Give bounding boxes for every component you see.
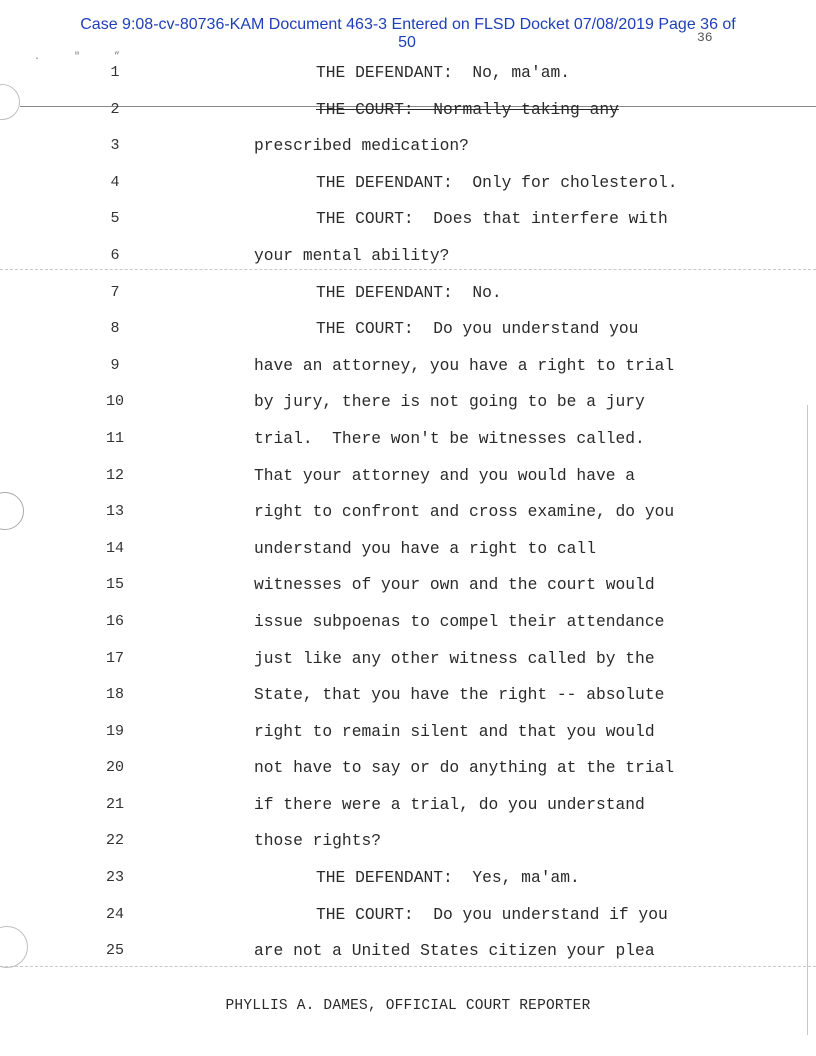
transcript-line — [0, 96, 816, 133]
transcript-line — [0, 681, 816, 718]
court-reporter-footer: PHYLLIS A. DAMES, OFFICIAL COURT REPORTER — [225, 998, 591, 1014]
line-text: those rights? — [254, 831, 382, 851]
line-number: 25 — [105, 942, 124, 960]
line-text: right to remain silent and that you would — [254, 721, 655, 741]
line-text: just like any other witness called by the — [254, 648, 655, 668]
line-text: THE COURT: Do you understand you — [316, 319, 639, 339]
line-number: 8 — [110, 320, 120, 338]
line-text: issue subpoenas to compel their attendance — [254, 611, 665, 631]
line-number: 16 — [105, 612, 124, 630]
transcript-line — [0, 169, 816, 206]
line-text: THE DEFENDANT: No. — [316, 282, 502, 302]
docket-header — [0, 16, 816, 52]
transcript-line — [0, 645, 816, 682]
transcript-line — [0, 315, 816, 352]
line-text: THE COURT: Does that interfere with — [316, 209, 668, 229]
transcript-line — [0, 279, 816, 316]
stray-scan-marks: . ″ ” — [34, 52, 135, 63]
line-number: 18 — [105, 686, 124, 704]
line-text: have an attorney, you have a right to trial — [254, 355, 675, 375]
line-number: 21 — [105, 795, 124, 813]
line-text: your mental ability? — [254, 245, 450, 265]
line-text: THE DEFENDANT: Yes, ma'am. — [316, 868, 580, 888]
line-text: prescribed medication? — [254, 136, 469, 156]
line-number: 24 — [105, 905, 124, 923]
docket-header-line2: 50 — [398, 34, 416, 51]
docket-header-line1: Case 9:08-cv-80736-KAM Document 463-3 Entered on FLSD Docket 07/08/2019 Page 36 of — [80, 16, 736, 33]
transcript-line — [0, 205, 816, 242]
transcript-line — [0, 608, 816, 645]
line-number: 4 — [110, 173, 120, 191]
line-number: 5 — [110, 210, 120, 228]
line-number: 20 — [105, 759, 124, 777]
transcript-line — [0, 425, 816, 462]
line-text: witnesses of your own and the court would — [254, 575, 655, 595]
transcript-line — [0, 864, 816, 901]
line-text: right to confront and cross examine, do you — [254, 502, 675, 522]
transcript-line — [0, 827, 816, 864]
transcript-line — [0, 352, 816, 389]
line-number: 13 — [105, 503, 124, 521]
line-number: 17 — [105, 649, 124, 667]
line-text: are not a United States citizen your plea — [254, 941, 655, 961]
line-number: 10 — [105, 393, 124, 411]
line-number: 23 — [105, 869, 124, 887]
line-text: That your attorney and you would have a — [254, 465, 636, 485]
transcript-line — [0, 718, 816, 755]
line-number: 19 — [105, 722, 124, 740]
line-text: by jury, there is not going to be a jury — [254, 392, 645, 412]
transcript-line — [0, 59, 816, 96]
transcript-line — [0, 571, 816, 608]
line-number: 12 — [105, 466, 124, 484]
transcript-line — [0, 498, 816, 535]
line-number: 22 — [105, 832, 124, 850]
line-text: THE DEFENDANT: Only for cholesterol. — [316, 172, 678, 192]
transcript-body — [0, 59, 816, 974]
line-text: trial. There won't be witnesses called. — [254, 428, 645, 448]
transcript-line — [0, 535, 816, 572]
line-text: not have to say or do anything at the trial — [254, 758, 675, 778]
transcript-line — [0, 901, 816, 938]
line-text: THE COURT: Do you understand if you — [316, 904, 668, 924]
line-number: 1 — [110, 64, 120, 81]
line-number: 2 — [110, 100, 120, 118]
transcript-line — [0, 132, 816, 169]
line-number: 11 — [105, 429, 124, 447]
line-number: 7 — [110, 283, 120, 301]
handwritten-page-number: 36 — [697, 30, 713, 45]
line-number: 3 — [110, 137, 120, 155]
transcript-line — [0, 754, 816, 791]
line-text: THE COURT: Normally taking any — [316, 99, 619, 119]
line-number: 15 — [105, 576, 124, 594]
transcript-line — [0, 462, 816, 499]
transcript-line — [0, 791, 816, 828]
line-number: 9 — [110, 356, 120, 374]
line-text: if there were a trial, do you understand — [254, 794, 645, 814]
transcript-line — [0, 388, 816, 425]
line-number: 6 — [110, 246, 120, 264]
line-text: THE DEFENDANT: No, ma'am. — [316, 63, 571, 82]
line-text: understand you have a right to call — [254, 538, 596, 558]
line-number: 14 — [105, 539, 124, 557]
transcript-line — [0, 242, 816, 279]
transcript-line — [0, 937, 816, 974]
line-text: State, that you have the right -- absolute — [254, 685, 665, 705]
